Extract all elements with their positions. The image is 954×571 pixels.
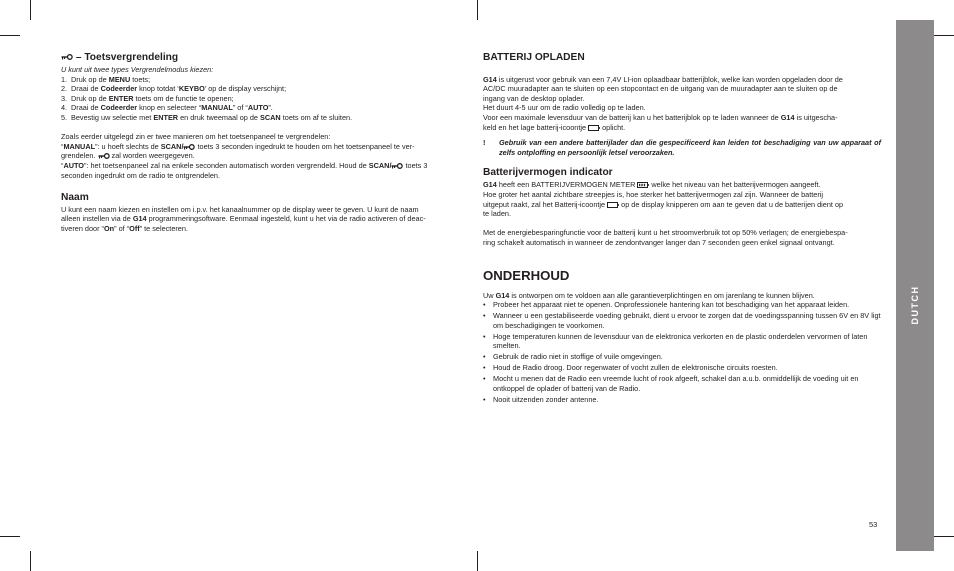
naam-heading: Naam bbox=[61, 191, 89, 203]
crop-mark bbox=[477, 0, 478, 20]
step-item: 5. Bevestig uw selectie met ENTER en druk tweemaal op de SCAN toets om af te sluiten. bbox=[61, 112, 353, 122]
naam-text: U kunt een naam kiezen en instellen om i.p.v. het kanaalnummer op de display weer te geven. U kunt de naam alleen instellen via de G14 programmeringsoftware. Eenmaal ingesteld, kunt u het via de radio activeren of deac- tiveren door “On” of “Off” te selecteren. bbox=[61, 204, 426, 233]
step-item: 3. Druk op de ENTER toets om de functie te openen; bbox=[61, 93, 234, 103]
language-label: DUTCH bbox=[910, 285, 920, 325]
auto-mode-text: “AUTO”: het toetsenpaneel zal na enkele seconden automatisch worden vergrendeld. Houd de SCAN/ toets 3 seconden ingedrukt om de radio te ontgrendelen. bbox=[61, 160, 428, 180]
list-item: • Mocht u menen dat de Radio een vreemde lucht of rook afgeeft, schakel dan a.u.b. onmiddellijk de voeding uit en ontkoppel de oplader of batterij van de Radio. bbox=[483, 374, 859, 393]
language-side-tab bbox=[896, 20, 934, 551]
maintenance-heading: ONDERHOUD bbox=[483, 267, 570, 283]
crop-mark bbox=[934, 35, 954, 36]
maintenance-list bbox=[483, 300, 881, 404]
list-item: • Nooit uitzenden zonder antenne. bbox=[483, 394, 599, 404]
key-icon bbox=[391, 163, 403, 169]
crop-mark bbox=[934, 536, 954, 537]
battery-icon bbox=[588, 125, 600, 131]
crop-mark bbox=[30, 551, 31, 571]
crop-mark bbox=[477, 551, 478, 571]
page-number: 53 bbox=[869, 520, 878, 529]
charging-heading: BATTERIJ OPLADEN bbox=[483, 52, 585, 63]
list-item: • Hoge temperaturen kunnen de levensduur van de elektronica verkorten en de plastic onderdelen vervormen of laten smelten. bbox=[483, 331, 868, 351]
left-column bbox=[61, 52, 459, 234]
indicator-text: G14 heeft een BATTERIJVERMOGEN METER welke het niveau van het batterijvermogen aangeeft. Hoe groter het aantal zichtbare streepjes is, hoe sterker het batterijvermogen zal zijn. Wanneer de batterij uitgeput raakt, zal het Batterij-icoontje op de display knipperen om aan te geven dat u de batterijen dient op te laden. bbox=[483, 180, 844, 219]
step-item: 1. Druk op de MENU toets; bbox=[61, 74, 151, 84]
list-item: • Wanneer u een gestabiliseerde voeding gebruikt, dient u ervoor te zorgen dat de voedingsspanning tussen 6V en 8V ligt om beschadigingen te voorkomen. bbox=[483, 311, 881, 330]
keylock-explanation: Zoals eerder uitgelegd zin er twee manieren om het toetsenpaneel te vergrendelen: bbox=[61, 132, 331, 142]
key-icon bbox=[61, 54, 73, 60]
key-icon bbox=[98, 153, 110, 159]
crop-mark bbox=[30, 0, 31, 20]
keylock-steps bbox=[61, 75, 459, 123]
battery-meter-icon bbox=[637, 182, 649, 188]
list-item: • Houd de Radio droog. Door regenwater of vocht zullen de elektronische circuits roesten. bbox=[483, 363, 778, 373]
step-item: 4. Draai de Codeerder knop en selecteer “MANUAL” of “AUTO”. bbox=[61, 103, 273, 113]
crop-mark bbox=[0, 536, 20, 537]
charging-warning: ! Gebruik van een andere batterijlader dan die gespecificeerd kan leiden tot beschadiging van uw apparaat of zelfs ontploffing en persoonlijk letsel veroorzaken. bbox=[483, 138, 881, 157]
list-item: • Probeer het apparaat niet te openen. Onprofessionele hantering kan tot beschadiging van het apparaat leiden. bbox=[483, 300, 850, 310]
energy-saving-text: Met de energiebesparingfunctie voor de batterij kunt u het stroomverbruik tot op 50% verlagen; de energiebespa- ring schakelt automatisch in wanneer de zendontvanger langer dan 7 seconden geen enkel signaal ontvangt. bbox=[483, 228, 848, 247]
step-item: 2. Draai de Codeerder knop totdat ‘KEYBO’ op de display verschijnt; bbox=[61, 84, 287, 94]
battery-icon bbox=[607, 202, 619, 208]
right-column bbox=[483, 52, 881, 406]
manual-mode-text: “MANUAL”: u hoeft slechts de SCAN/ toets 3 seconden ingedrukt te houden om het toetsenpaneel te ver- grendelen. zal worden weergegeven. bbox=[61, 141, 415, 161]
maintenance-intro: Uw G14 is ontworpen om te voldoen aan alle garantieverplichtingen en om jarenlang te kunnen blijven. bbox=[483, 290, 815, 300]
crop-mark bbox=[0, 35, 20, 36]
keylock-heading bbox=[61, 52, 459, 64]
indicator-heading: Batterijvermogen indicator bbox=[483, 167, 613, 179]
list-item: • Gebruik de radio niet in stoffige of vuile omgevingen. bbox=[483, 352, 663, 362]
key-icon bbox=[183, 144, 195, 150]
warning-mark: ! bbox=[483, 138, 486, 148]
keylock-heading-text: – Toetsvergrendeling bbox=[75, 52, 179, 63]
keylock-intro: U kunt uit twee types Vergrendelmodus kiezen: bbox=[61, 65, 214, 74]
charging-text: G14 is uitgerust voor gebruik van een 7,4V LI-ion oplaadbaar batterijblok, welke kan worden opgeladen door de AC/DC muuradapter aan te sluiten op een stopcontact en de uitgang van de muuradapter aan te sluiten op de ingang van de desktop oplader. Het duurt 4-5 uur om de radio volledig op te laden. Voor een maximale levensduur van de batterij kan u het batterijblok op te laden wanneer de G14 is uitgescha- keld en het lage batterij-icoontje oplicht. bbox=[483, 74, 843, 132]
